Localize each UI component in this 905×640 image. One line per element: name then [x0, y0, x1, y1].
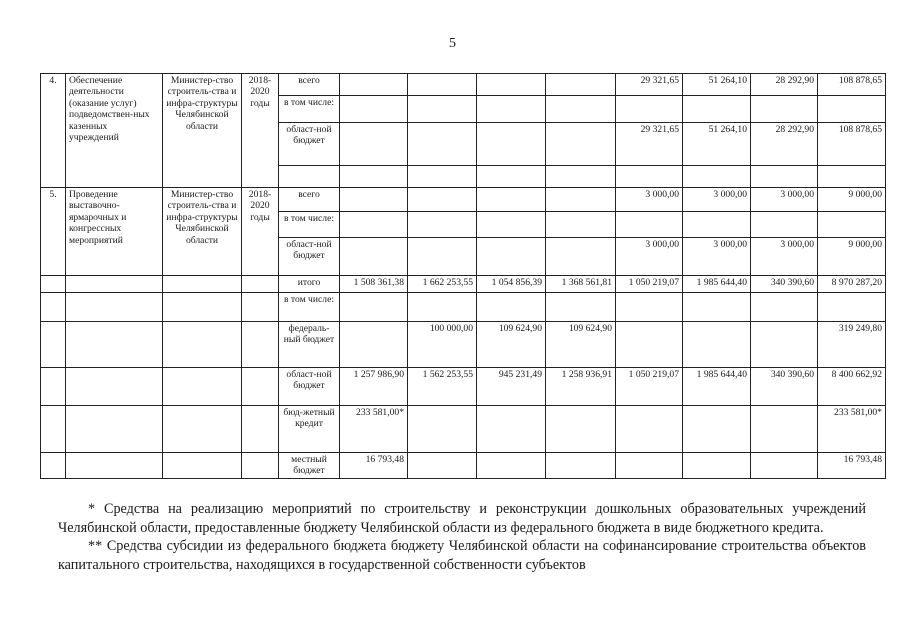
- value-cell: [340, 123, 408, 166]
- executor-cell: [163, 453, 242, 479]
- value-cell: [751, 212, 818, 238]
- activity-name-cell: [66, 406, 163, 453]
- value-cell: 108 878,65: [818, 74, 886, 96]
- value-cell: 100 000,00: [408, 322, 477, 368]
- activity-name-cell: [66, 293, 163, 322]
- period-cell: [242, 276, 279, 293]
- row-number-cell: [41, 322, 66, 368]
- value-cell: 9 000,00: [818, 188, 886, 212]
- activity-name-cell: Обеспечение деятельности (оказание услуг) подведомствен-ных казенных учреждений: [66, 74, 163, 188]
- value-cell: [408, 123, 477, 166]
- row-number-cell: [41, 368, 66, 406]
- funding-type-cell: в том числе:: [279, 293, 340, 322]
- activity-name-cell: Проведение выставочно-ярмарочных и конгрессных мероприятий: [66, 188, 163, 276]
- value-cell: 1 257 986,90: [340, 368, 408, 406]
- period-cell: [242, 293, 279, 322]
- value-cell: [546, 293, 616, 322]
- table-row: [41, 368, 886, 406]
- value-cell: [751, 406, 818, 453]
- period-cell: 2018-2020 годы: [242, 74, 279, 188]
- funding-type-cell: федераль-ный бюджет: [279, 322, 340, 368]
- value-cell: [408, 212, 477, 238]
- value-cell: [546, 188, 616, 212]
- value-cell: [477, 453, 546, 479]
- row-number-cell: 5.: [41, 188, 66, 276]
- value-cell: [751, 453, 818, 479]
- table-row: [41, 453, 886, 479]
- funding-type-cell: бюд-жетный кредит: [279, 406, 340, 453]
- value-cell: 3 000,00: [683, 188, 751, 212]
- funding-type-cell: в том числе:: [279, 212, 340, 238]
- funding-type-cell: област-ной бюджет: [279, 238, 340, 276]
- table-row: [41, 188, 886, 212]
- value-cell: 51 264,10: [683, 74, 751, 96]
- value-cell: [616, 293, 683, 322]
- value-cell: [546, 453, 616, 479]
- footnote-budget-credit: * Средства на реализацию мероприятий по строительству и реконструкции дошкольных образовательных учреждений Челябинской области, предоставленные бюджету Челябинской области из федерального бюджета в виде бюджетного кредита.: [58, 501, 866, 536]
- value-cell: 8 970 287,20: [818, 276, 886, 293]
- value-cell: [616, 453, 683, 479]
- executor-cell: [163, 322, 242, 368]
- value-cell: [477, 166, 546, 188]
- value-cell: [477, 188, 546, 212]
- funding-type-cell: област-ной бюджет: [279, 123, 340, 166]
- value-cell: [818, 166, 886, 188]
- value-cell: 1 054 856,39: [477, 276, 546, 293]
- executor-cell: Министер-ство строитель-ства и инфра-структуры Челябинской области: [163, 188, 242, 276]
- value-cell: [340, 96, 408, 123]
- footnotes: [58, 500, 866, 574]
- value-cell: 109 624,90: [546, 322, 616, 368]
- value-cell: 1 985 644,40: [683, 276, 751, 293]
- value-cell: 1 662 253,55: [408, 276, 477, 293]
- value-cell: [818, 212, 886, 238]
- value-cell: [546, 238, 616, 276]
- period-cell: [242, 453, 279, 479]
- value-cell: [683, 293, 751, 322]
- value-cell: 51 264,10: [683, 123, 751, 166]
- value-cell: [683, 453, 751, 479]
- value-cell: [477, 74, 546, 96]
- value-cell: 16 793,48: [818, 453, 886, 479]
- value-cell: [683, 96, 751, 123]
- period-cell: [242, 406, 279, 453]
- activity-name-cell: [66, 276, 163, 293]
- value-cell: [616, 96, 683, 123]
- activity-name-cell: [66, 453, 163, 479]
- value-cell: 1 258 936,91: [546, 368, 616, 406]
- value-cell: [683, 322, 751, 368]
- value-cell: 3 000,00: [751, 188, 818, 212]
- value-cell: [546, 123, 616, 166]
- row-number-cell: 4.: [41, 74, 66, 188]
- row-number-cell: [41, 276, 66, 293]
- executor-cell: [163, 276, 242, 293]
- value-cell: [408, 188, 477, 212]
- value-cell: 1 508 361,38: [340, 276, 408, 293]
- row-number-cell: [41, 293, 66, 322]
- value-cell: 29 321,65: [616, 123, 683, 166]
- value-cell: 3 000,00: [751, 238, 818, 276]
- executor-cell: [163, 368, 242, 406]
- table-row: [41, 406, 886, 453]
- value-cell: [340, 293, 408, 322]
- value-cell: 233 581,00*: [340, 406, 408, 453]
- executor-cell: [163, 293, 242, 322]
- value-cell: [683, 166, 751, 188]
- value-cell: [477, 212, 546, 238]
- value-cell: [340, 74, 408, 96]
- value-cell: [546, 212, 616, 238]
- value-cell: [751, 322, 818, 368]
- value-cell: 233 581,00*: [818, 406, 886, 453]
- value-cell: [751, 96, 818, 123]
- period-cell: [242, 322, 279, 368]
- value-cell: [546, 166, 616, 188]
- value-cell: 28 292,90: [751, 74, 818, 96]
- period-cell: 2018-2020 годы: [242, 188, 279, 276]
- value-cell: [340, 166, 408, 188]
- value-cell: 108 878,65: [818, 123, 886, 166]
- page-number: 5: [449, 36, 456, 51]
- value-cell: 3 000,00: [683, 238, 751, 276]
- value-cell: [477, 406, 546, 453]
- value-cell: [683, 212, 751, 238]
- value-cell: 1 985 644,40: [683, 368, 751, 406]
- value-cell: [818, 293, 886, 322]
- funding-type-cell: итого: [279, 276, 340, 293]
- value-cell: [408, 96, 477, 123]
- value-cell: [477, 123, 546, 166]
- funding-type-cell: всего: [279, 188, 340, 212]
- value-cell: 1 050 219,07: [616, 368, 683, 406]
- budget-table: [40, 73, 886, 479]
- value-cell: 28 292,90: [751, 123, 818, 166]
- funding-type-cell: област-ной бюджет: [279, 368, 340, 406]
- value-cell: [408, 166, 477, 188]
- value-cell: [818, 96, 886, 123]
- value-cell: [340, 238, 408, 276]
- footnote-federal-subsidy: ** Средства субсидии из федерального бюджета бюджету Челябинской области на софинансирование строительства объектов капитального строительства, находящихся в государственной собственности субъектов: [58, 538, 866, 573]
- value-cell: [683, 406, 751, 453]
- value-cell: [616, 406, 683, 453]
- value-cell: 1 562 253,55: [408, 368, 477, 406]
- value-cell: [477, 238, 546, 276]
- value-cell: [546, 406, 616, 453]
- value-cell: 3 000,00: [616, 188, 683, 212]
- value-cell: 340 390,60: [751, 276, 818, 293]
- table-row: [41, 74, 886, 96]
- activity-name-cell: [66, 322, 163, 368]
- funding-type-cell: местный бюджет: [279, 453, 340, 479]
- value-cell: [408, 406, 477, 453]
- value-cell: 9 000,00: [818, 238, 886, 276]
- table-row: [41, 322, 886, 368]
- row-number-cell: [41, 406, 66, 453]
- value-cell: [340, 212, 408, 238]
- value-cell: [546, 96, 616, 123]
- value-cell: [616, 166, 683, 188]
- value-cell: [477, 96, 546, 123]
- value-cell: 1 368 561,81: [546, 276, 616, 293]
- funding-type-cell: всего: [279, 74, 340, 96]
- value-cell: [340, 188, 408, 212]
- value-cell: [477, 293, 546, 322]
- value-cell: 3 000,00: [616, 238, 683, 276]
- executor-cell: [163, 406, 242, 453]
- table-row: [41, 293, 886, 322]
- funding-type-cell: в том числе:: [279, 96, 340, 123]
- executor-cell: Министер-ство строитель-ства и инфра-структуры Челябинской области: [163, 74, 242, 188]
- value-cell: 340 390,60: [751, 368, 818, 406]
- period-cell: [242, 368, 279, 406]
- value-cell: [616, 322, 683, 368]
- value-cell: 16 793,48: [340, 453, 408, 479]
- value-cell: [408, 453, 477, 479]
- value-cell: [408, 74, 477, 96]
- value-cell: 319 249,80: [818, 322, 886, 368]
- value-cell: [751, 293, 818, 322]
- row-number-cell: [41, 453, 66, 479]
- value-cell: 8 400 662,92: [818, 368, 886, 406]
- value-cell: [408, 293, 477, 322]
- value-cell: [408, 238, 477, 276]
- funding-type-cell: [279, 166, 340, 188]
- value-cell: [616, 212, 683, 238]
- value-cell: [340, 322, 408, 368]
- table-row: [41, 276, 886, 293]
- value-cell: [546, 74, 616, 96]
- value-cell: 29 321,65: [616, 74, 683, 96]
- activity-name-cell: [66, 368, 163, 406]
- value-cell: 109 624,90: [477, 322, 546, 368]
- value-cell: [751, 166, 818, 188]
- value-cell: 945 231,49: [477, 368, 546, 406]
- value-cell: 1 050 219,07: [616, 276, 683, 293]
